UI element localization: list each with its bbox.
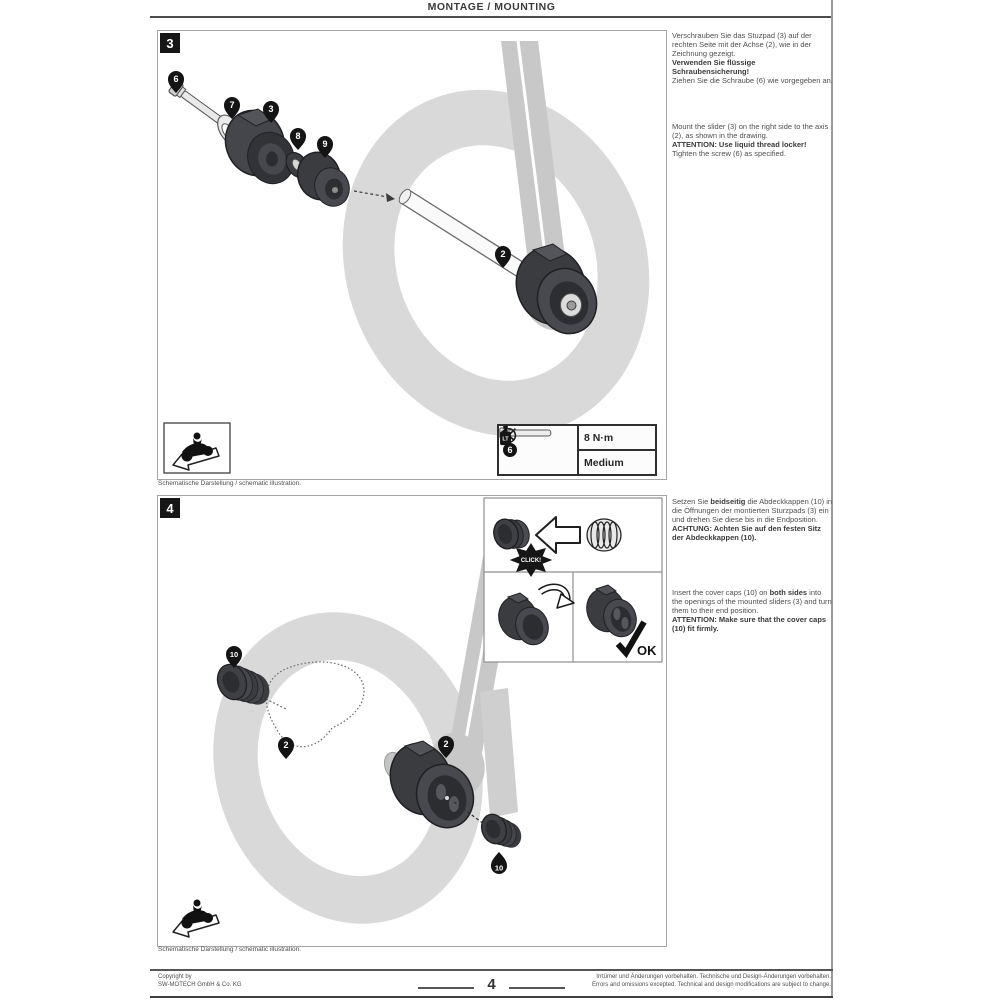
legal-en: Errors and omissions excepted. Technical and design modifications are subject to change.: [591, 982, 831, 989]
callout-spacer: [290, 128, 306, 150]
callout-cap-bottom: [491, 852, 507, 874]
step3-text-de: [672, 31, 833, 85]
page-number-dash-left: [418, 987, 474, 989]
click-starburst: [510, 543, 553, 577]
svg-text:2: 2: [443, 739, 449, 749]
svg-text:OK: OK: [637, 643, 657, 658]
svg-text:3: 3: [268, 104, 274, 114]
svg-text:2: 2: [500, 249, 506, 259]
step4-illustration: [158, 496, 664, 944]
paragraph-bold: ATTENTION: Make sure that the cover caps (10) fit firmly.: [672, 615, 827, 633]
step3-panel: [157, 30, 667, 480]
svg-text:CLICK!: CLICK!: [520, 558, 542, 564]
page-number: 4: [487, 976, 496, 993]
step3-text-en: [672, 122, 833, 158]
locker-grade: Medium: [584, 456, 624, 469]
footer-rule: [150, 969, 833, 971]
paragraph-bold: ATTENTION: Use liquid thread locker!: [672, 140, 807, 149]
copyright-line2: SW-MOTECH GmbH & Co. KG: [158, 982, 242, 989]
svg-text:9: 9: [322, 139, 328, 149]
svg-text:10: 10: [229, 650, 239, 659]
svg-text:2: 2: [283, 740, 289, 750]
svg-text:LT: LT: [502, 436, 509, 443]
inset-box: [484, 498, 662, 662]
step4-panel: [157, 495, 667, 947]
svg-text:8: 8: [295, 131, 301, 141]
paragraph: Setzen Sie beidseitig die Abdeckkappen (10) in die Öffnungen der montierten Sturzpads (3) ein und drehen Sie diese bis in die Endposition.: [672, 497, 833, 524]
wheel-illustration: [295, 46, 664, 477]
paragraph: Insert the cover caps (10) on both sides into the openings of the mounted sliders (3) and turn them to their end position.: [672, 588, 832, 615]
step4-text-de: [672, 497, 833, 542]
paragraph: Mount the slider (3) on the right side to the axis (2), as shown in the drawing.: [672, 122, 829, 140]
step3-number-badge: 3: [160, 33, 180, 53]
part-number-badge: 6: [503, 443, 517, 457]
legal-de: Irrtümer und Änderungen vorbehalten. Technische und Design-Änderungen vorbehalten.: [596, 974, 831, 980]
motorcycle-direction-icon: [173, 900, 219, 938]
paragraph-bold: Verwenden Sie flüssige Schraubensicherung!: [672, 58, 756, 76]
paragraph: Ziehen Sie die Schraube (6) wie vorgegeben an.: [672, 76, 833, 85]
torque-row: [579, 426, 655, 451]
paragraph-bold: ACHTUNG: Achten Sie auf den festen Sitz der Abdeckkappen (10).: [672, 524, 821, 542]
copyright-line1: Copyright by: [158, 974, 192, 980]
step4-number-badge: 4: [160, 498, 180, 518]
bottom-rule: [150, 996, 833, 998]
thread-locker-bottle-icon: [499, 426, 512, 446]
paragraph: Tighten the screw (6) as specified.: [672, 149, 786, 158]
step4-text-en: [672, 588, 833, 633]
motorcycle-direction-icon: [164, 423, 230, 473]
page-number-dash-right: [509, 987, 565, 989]
step4-caption: Schematische Darstellung / schematic illustration.: [158, 946, 302, 953]
torque-spec-box: [497, 424, 657, 476]
svg-text:6: 6: [173, 74, 179, 84]
svg-text:7: 7: [229, 100, 235, 110]
torque-value: 8 N·m: [584, 431, 614, 444]
step3-caption: Schematische Darstellung / schematic illustration.: [158, 480, 302, 487]
svg-text:10: 10: [494, 863, 504, 873]
step3-illustration: [158, 31, 664, 477]
header-rule: [150, 16, 833, 18]
page-title: MONTAGE / MOUNTING: [427, 1, 556, 13]
paragraph: Verschrauben Sie das Stuzpad (3) auf der rechten Seite mit der Achse (2), wie in der Zeichnung gezeigt.: [672, 31, 812, 58]
